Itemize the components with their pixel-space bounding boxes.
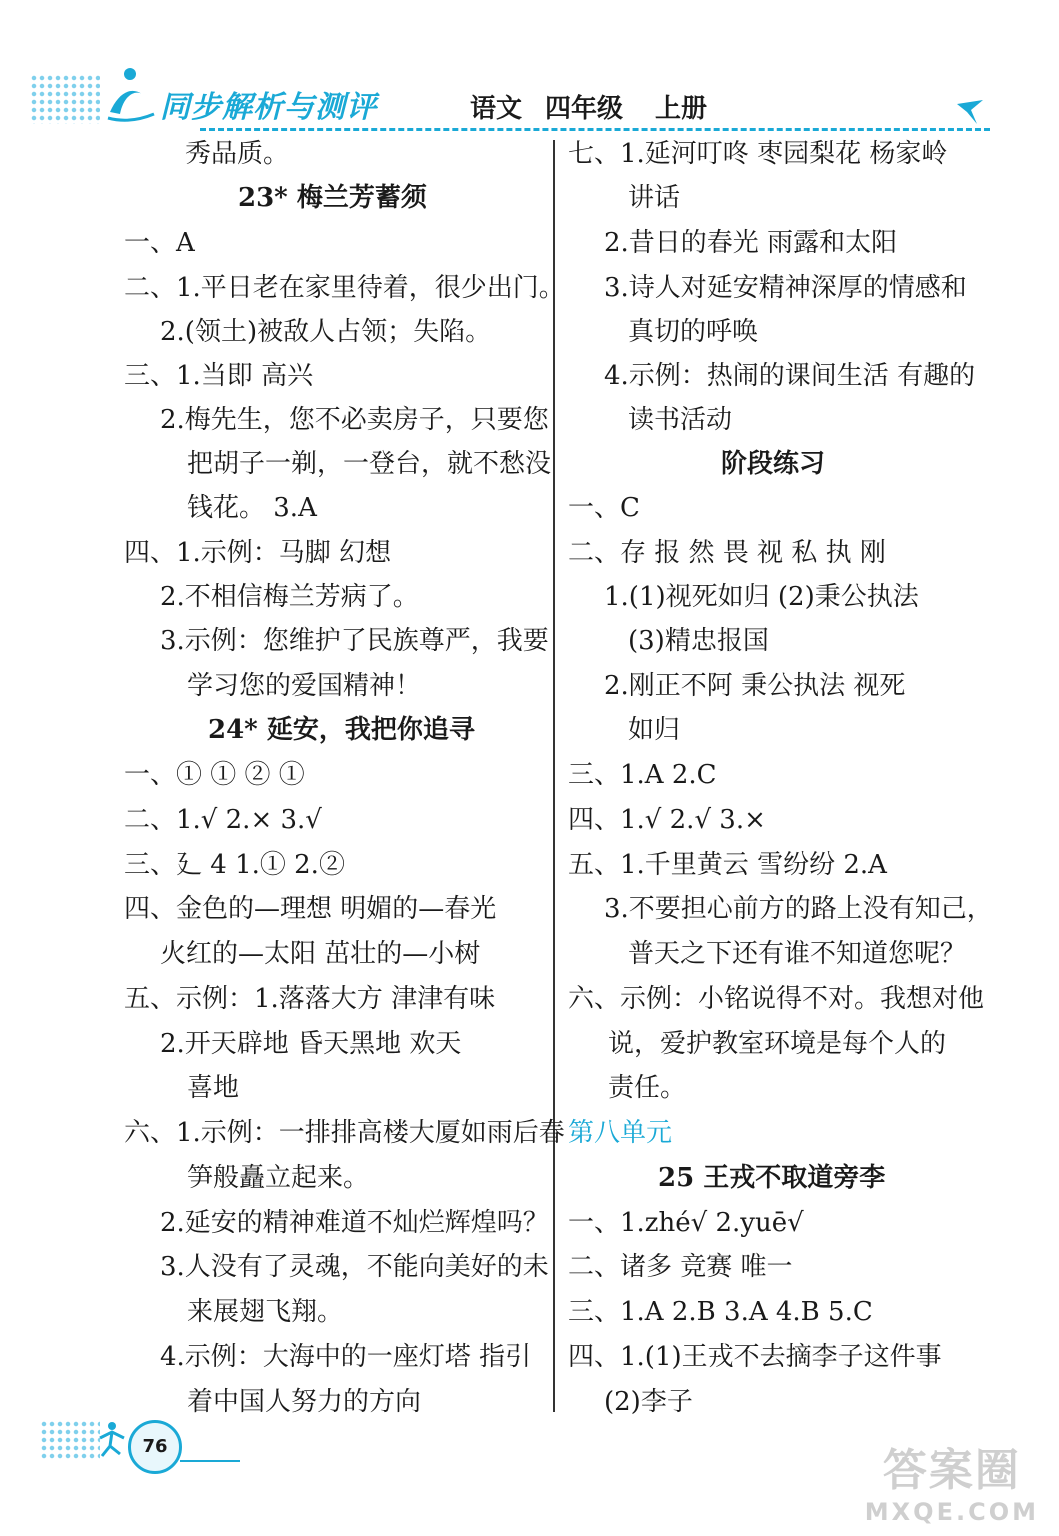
answer-line: 一、1.zhé√ 2.yuē√	[568, 1208, 804, 1238]
answer-line: 责任。	[608, 1073, 687, 1103]
section-title: 阶段练习	[721, 449, 826, 479]
answer-line: 六、1.示例：一排排高楼大厦如雨后春	[124, 1118, 565, 1148]
answer-line: 五、示例：1.落落大方 津津有味	[124, 984, 496, 1014]
answer-line: 四、1.√ 2.√ 3.×	[568, 805, 766, 835]
answer-line: 3.人没有了灵魂，不能向美好的未	[160, 1252, 549, 1282]
answer-line: 二、诸多 竞赛 唯一	[568, 1252, 793, 1282]
answer-line: 喜地	[187, 1073, 240, 1103]
answer-line: 2.延安的精神难道不灿烂辉煌吗？	[160, 1208, 549, 1238]
answer-line: 四、金色的—理想 明媚的—春光	[124, 894, 497, 924]
footer-swoosh	[180, 1460, 240, 1462]
grade-label: 四年级	[545, 94, 624, 124]
watermark-bottom-text: MXQE.COM	[864, 1498, 1039, 1526]
section-title: 23* 梅兰芳蓄须	[238, 183, 427, 213]
answer-line: 说，爱护教室环境是每个人的	[608, 1029, 947, 1059]
answer-line: 钱花。 3.A	[187, 493, 317, 523]
footer-dot-decoration	[40, 1420, 100, 1460]
answer-line: 三、廴 4 1.① 2.②	[124, 850, 345, 880]
answer-line: 四、1.示例：马脚 幻想	[124, 538, 392, 568]
answer-line: 四、1.(1)王戎不去摘李子这件事	[568, 1342, 942, 1372]
answer-line: 2.梅先生，您不必卖房子，只要您	[160, 405, 549, 435]
answer-line: 3.诗人对延安精神深厚的情感和	[604, 273, 967, 303]
answer-line: 六、示例：小铭说得不对。我想对他	[568, 984, 985, 1014]
answer-line: 3.不要担心前方的路上没有知己，	[604, 894, 993, 924]
section-title: 25 王戎不取道旁李	[658, 1163, 886, 1193]
answer-line: 3.示例：您维护了民族尊严，我要	[160, 626, 549, 656]
answer-line: 一、C	[568, 493, 640, 523]
answer-line: 三、1.A 2.B 3.A 4.B 5.C	[568, 1297, 873, 1327]
dot-pattern-decoration	[30, 74, 100, 124]
answer-line: 把胡子一剃，一登台，就不愁没	[187, 449, 552, 479]
column-divider	[553, 140, 555, 1412]
answer-line: 火红的—太阳 茁壮的—小树	[160, 939, 481, 969]
footer-figure-icon	[96, 1420, 126, 1460]
answer-line: 二、1.平日老在家里待着，很少出门。	[124, 273, 565, 303]
volume-label: 上册	[655, 94, 708, 124]
answer-line: (2)李子	[604, 1387, 693, 1417]
answer-line: 一、① ① ② ①	[124, 760, 305, 790]
answer-line: 2.不相信梅兰芳病了。	[160, 582, 419, 612]
answer-line: 2.开天辟地 昏天黑地 欢天	[160, 1029, 462, 1059]
runner-logo-icon	[100, 64, 160, 124]
answer-line: (3)精忠报国	[628, 626, 769, 656]
bird-icon	[955, 96, 985, 126]
page-header	[0, 0, 1059, 150]
answer-line: 学习您的爱国精神！	[187, 671, 422, 701]
answer-line: 2.(领土)被敌人占领；失陷。	[160, 317, 492, 347]
answer-line: 4.示例：热闹的课间生活 有趣的	[604, 361, 976, 391]
answer-line: 二、1.√ 2.× 3.√	[124, 805, 322, 835]
answer-line: 一、A	[124, 228, 195, 258]
answer-line: 五、1.千里黄云 雪纷纷 2.A	[568, 850, 887, 880]
answer-line: 1.(1)视死如归 (2)秉公执法	[604, 582, 919, 612]
watermark-top-text: 答案圈	[882, 1445, 1021, 1496]
subject-label: 语文	[470, 94, 523, 124]
answer-line: 2.刚正不阿 秉公执法 视死	[604, 671, 906, 701]
answer-line: 讲话	[628, 183, 681, 213]
answer-line: 笋般矗立起来。	[187, 1163, 370, 1193]
header-dashed-rule	[200, 128, 990, 131]
answer-line: 二、存 报 然 畏 视 私 执 刚	[568, 538, 886, 568]
answer-line: 七、1.延河叮咚 枣园梨花 杨家岭	[568, 139, 948, 169]
answer-line: 读书活动	[628, 405, 733, 435]
answer-line: 秀品质。	[185, 139, 290, 169]
watermark-logo	[865, 1434, 1039, 1526]
answer-line: 4.示例：大海中的一座灯塔 指引	[160, 1342, 532, 1372]
answer-line: 三、1.A 2.C	[568, 760, 717, 790]
answer-line: 2.昔日的春光 雨露和太阳	[604, 228, 898, 258]
answer-line: 来展翅飞翔。	[187, 1297, 344, 1327]
answer-line: 如归	[628, 715, 681, 745]
section-title: 24* 延安，我把你追寻	[208, 715, 475, 745]
page-number: 76	[128, 1420, 182, 1474]
book-brand-title: 同步解析与测评	[160, 90, 377, 125]
answer-line: 三、1.当即 高兴	[124, 361, 314, 391]
unit-heading: 第八单元	[568, 1118, 673, 1148]
answer-line: 着中国人努力的方向	[187, 1387, 422, 1417]
answer-line: 真切的呼唤	[628, 317, 759, 347]
answer-line: 普天之下还有谁不知道您呢？	[628, 939, 967, 969]
